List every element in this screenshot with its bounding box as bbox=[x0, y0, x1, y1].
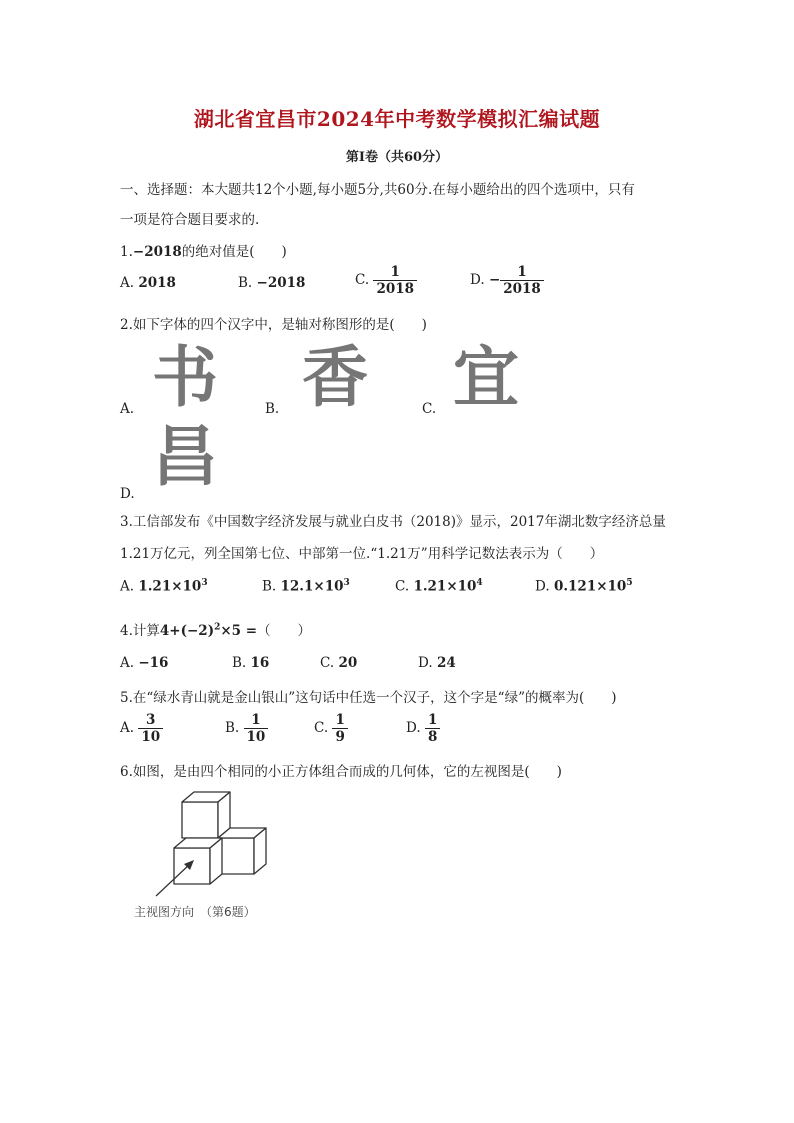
q5-option-b-fraction bbox=[244, 712, 269, 745]
q1-stem-text: 的绝对值是( ) bbox=[181, 244, 287, 260]
cube-right bbox=[218, 828, 266, 874]
q3-option-c-label: C. bbox=[395, 578, 410, 595]
q1-option-d-sign: − bbox=[488, 272, 501, 288]
q1-option-c-fraction bbox=[373, 264, 417, 297]
q1-option-d-den: 2018 bbox=[500, 280, 544, 297]
q5-option-b-label: B. bbox=[225, 720, 240, 736]
q1-option-a bbox=[120, 275, 176, 291]
q5-option-b-den: 10 bbox=[244, 728, 269, 745]
q5-option-a-den: 10 bbox=[138, 728, 163, 745]
q3-option-c-base: 1.21×10 bbox=[413, 578, 477, 595]
q2-option-b-label: B. bbox=[265, 401, 280, 417]
q4-option-c-value: 20 bbox=[338, 655, 358, 671]
q3-option-d-base: 0.121×10 bbox=[553, 578, 627, 595]
q2-option-a-label: A. bbox=[120, 401, 135, 417]
section-subtitle: 第Ⅰ卷（共60分） bbox=[345, 150, 449, 165]
q3-stem-line-1: 3.工信部发布《中国数字经济发展与就业白皮书（2018)》显示，2017年湖北数字经济总量 bbox=[120, 514, 666, 530]
q4-blank: （ ） bbox=[257, 623, 312, 639]
q4-exponent: 2 bbox=[214, 622, 221, 633]
q5-option-b bbox=[225, 712, 268, 745]
q5-option-a-label: A. bbox=[120, 720, 135, 736]
q5-option-d-label: D. bbox=[406, 720, 421, 736]
q3-option-b-base: 12.1×10 bbox=[280, 578, 344, 595]
q3-option-c-exp: 4 bbox=[476, 578, 483, 588]
q2-option-d-glyph: 昌 bbox=[152, 418, 218, 495]
q5-option-d-fraction bbox=[425, 712, 440, 745]
q3-option-d-exp: 5 bbox=[626, 578, 633, 588]
q3-option-b bbox=[262, 578, 350, 595]
figure-caption: 主视图方向 （第6题） bbox=[134, 905, 256, 919]
q5-option-a-num: 3 bbox=[146, 712, 156, 728]
q1-option-d-label: D. bbox=[470, 272, 485, 288]
q1-option-b-label: B. bbox=[238, 275, 253, 291]
q1-number: 1. bbox=[120, 244, 133, 260]
q4-option-a-label: A. bbox=[120, 655, 135, 671]
q4-option-d bbox=[418, 655, 456, 671]
q4-stem-text: 4.计算 bbox=[120, 623, 160, 639]
q4-option-d-value: 24 bbox=[436, 655, 456, 671]
q2-option-c-glyph: 宜 bbox=[453, 339, 519, 416]
q3-stem-line-2: 1.21万亿元，列全国第七位、中部第一位.“1.21万”用科学记数法表示为（ ） bbox=[120, 546, 604, 562]
q5-option-d-den: 8 bbox=[425, 728, 440, 745]
q2-option-c-label: C. bbox=[422, 401, 437, 417]
cube-figure bbox=[150, 788, 280, 900]
q6-stem: 6.如图，是由四个相同的小正方体组合而成的几何体，它的左视图是( ) bbox=[120, 764, 562, 780]
q2-option-d-label: D. bbox=[120, 486, 135, 502]
q1-math: −2018 bbox=[132, 244, 182, 260]
q1-stem bbox=[120, 240, 287, 260]
q5-option-c-label: C. bbox=[314, 720, 329, 736]
q3-option-b-exp: 3 bbox=[343, 578, 350, 588]
q1-option-d-fraction bbox=[500, 264, 544, 297]
q5-stem: 5.在“绿水青山就是金山银山”这句话中任选一个汉子，这个字是“绿”的概率为( ) bbox=[120, 690, 617, 706]
q1-option-c-label: C. bbox=[355, 272, 370, 288]
q4-stem bbox=[120, 619, 311, 639]
q4-expression: 4+(−2) bbox=[159, 623, 215, 639]
intro-line-1: 一、选择题：本大题共12个小题,每小题5分,共60分.在每小题给出的四个选项中，只有 bbox=[120, 182, 635, 198]
q5-option-c-num: 1 bbox=[335, 712, 345, 728]
q3-option-a-exp: 3 bbox=[201, 578, 208, 588]
q3-option-a bbox=[120, 578, 208, 595]
q2-option-b-glyph: 香 bbox=[302, 339, 368, 416]
q4-expression-tail: ×5 = bbox=[220, 623, 258, 639]
q3-option-d bbox=[535, 578, 633, 595]
q1-option-d bbox=[470, 264, 544, 297]
q1-option-c bbox=[355, 264, 417, 297]
q5-option-a bbox=[120, 712, 163, 745]
q5-option-c bbox=[314, 712, 348, 745]
q4-option-a bbox=[120, 655, 168, 671]
q3-option-d-label: D. bbox=[535, 578, 550, 595]
q1-option-a-label: A. bbox=[120, 275, 135, 291]
q5-option-d bbox=[406, 712, 440, 745]
q2-stem: 2.如下字体的四个汉字中，是轴对称图形的是( ) bbox=[120, 317, 427, 333]
q3-option-a-label: A. bbox=[120, 578, 135, 595]
q1-option-c-num: 1 bbox=[390, 264, 400, 280]
q4-option-b bbox=[232, 655, 269, 671]
q1-option-c-den: 2018 bbox=[373, 280, 417, 297]
q1-option-b bbox=[238, 275, 305, 291]
q5-option-d-num: 1 bbox=[427, 712, 438, 728]
q4-option-a-value: −16 bbox=[138, 655, 169, 671]
q2-option-a-glyph: 书 bbox=[152, 339, 218, 416]
q5-option-a-fraction bbox=[138, 712, 163, 745]
q5-option-c-den: 9 bbox=[332, 728, 347, 745]
q5-option-b-num: 1 bbox=[251, 712, 261, 728]
q3-option-a-base: 1.21×10 bbox=[138, 578, 202, 595]
q1-option-b-value: −2018 bbox=[256, 275, 306, 291]
q4-option-b-value: 16 bbox=[250, 655, 270, 671]
cube-front bbox=[174, 838, 222, 884]
q4-option-d-label: D. bbox=[418, 655, 433, 671]
cube-top bbox=[182, 792, 230, 838]
q4-option-c bbox=[320, 655, 357, 671]
q4-option-c-label: C. bbox=[320, 655, 335, 671]
q1-option-d-num: 1 bbox=[517, 264, 527, 280]
q1-option-a-value: 2018 bbox=[138, 275, 176, 291]
document-title: 湖北省宜昌市2024年中考数学模拟汇编试题 bbox=[193, 107, 601, 131]
q4-option-b-label: B. bbox=[232, 655, 247, 671]
q5-option-c-fraction bbox=[332, 712, 347, 745]
q3-option-c bbox=[395, 578, 483, 595]
intro-line-2: 一项是符合题目要求的. bbox=[120, 212, 260, 228]
q3-option-b-label: B. bbox=[262, 578, 277, 595]
